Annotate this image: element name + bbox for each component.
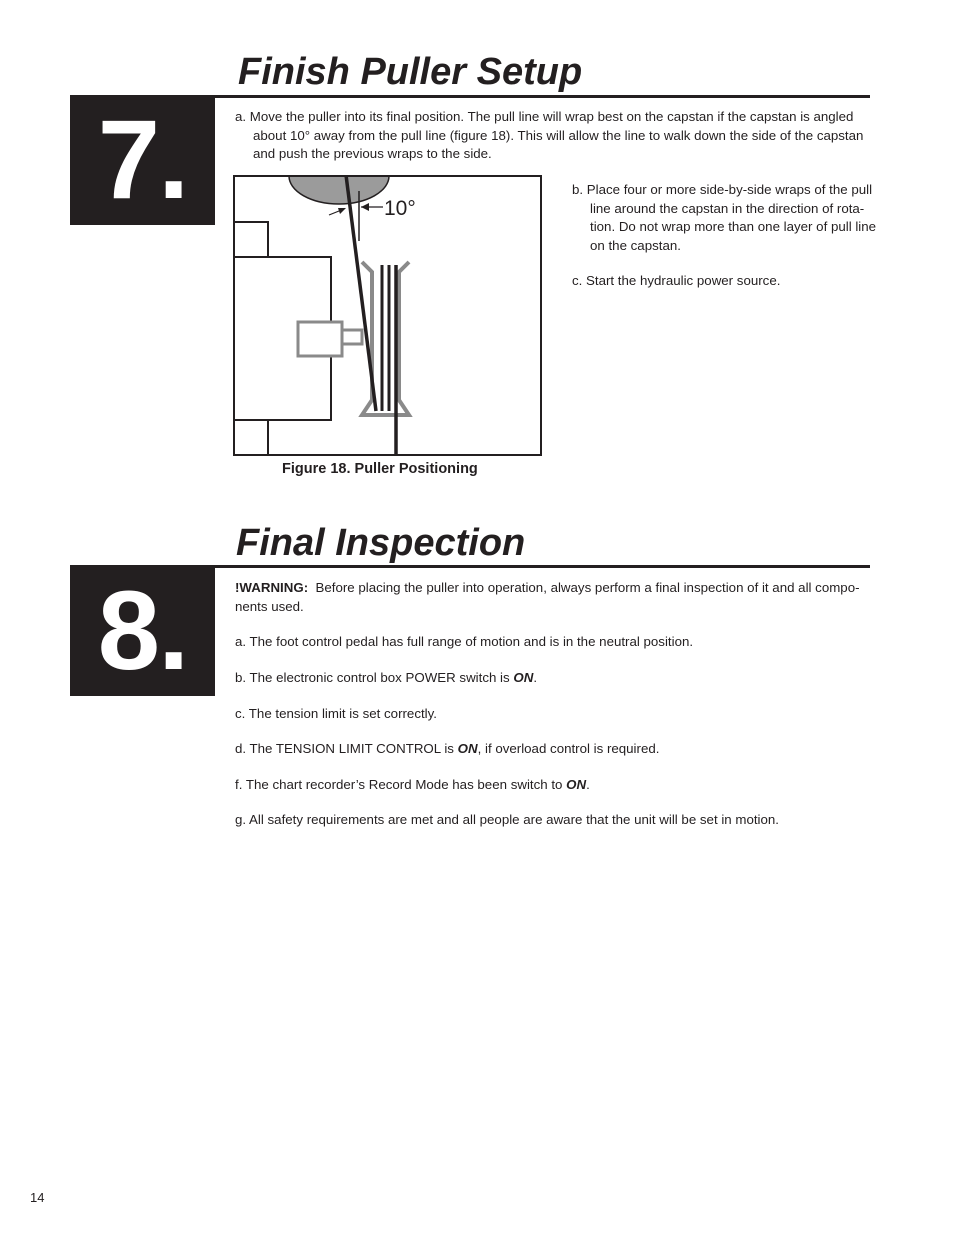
section-rule [215, 95, 870, 98]
step-number-8: 8. [70, 565, 215, 696]
capstan-drum-shape [289, 176, 389, 204]
inspection-item-c: c. The tension limit is set correctly. [235, 706, 437, 721]
item-d-text: d. The TENSION LIMIT CONTROL is [235, 741, 458, 756]
item-d-end: , if overload control is required. [477, 741, 660, 756]
puller-block-top [234, 222, 268, 257]
hub-shape [298, 322, 342, 356]
angle-label: 10° [384, 197, 416, 220]
item-b-on: ON [513, 670, 534, 685]
section-title-final-inspection: Final Inspection [236, 522, 526, 564]
item-f-on: ON [566, 777, 587, 792]
step-c-text: c. Start the hydraulic power source. [572, 273, 781, 288]
puller-block-bottom [234, 420, 268, 455]
inspection-item-a: a. The foot control pedal has full range of motion and is in the neutral position. [235, 634, 694, 649]
item-b-end: . [533, 670, 538, 685]
page-number: 14 [30, 1190, 45, 1205]
inspection-item-b [235, 669, 865, 688]
inspection-item-d [235, 740, 865, 759]
warning-label: !WARNING: [235, 580, 309, 595]
shaft-shape [342, 330, 362, 344]
warning-text: Before placing the puller into operation, always perform a final inspection of it and all compo-nents used. [235, 580, 860, 614]
figure-caption: Figure 18. Puller Positioning [282, 461, 478, 477]
warning-paragraph [235, 579, 865, 616]
capstan-outline [362, 262, 409, 415]
inspection-item-f [235, 776, 865, 795]
inspection-item-g: g. All safety requirements are met and all people are aware that the unit will be set in motion. [235, 812, 779, 827]
section-title-finish-puller-setup: Finish Puller Setup [238, 51, 583, 93]
puller-positioning-figure [233, 175, 543, 458]
step-b-text: b. Place four or more side-by-side wraps of the pull line around the capstan in the direction of rota-tion. Do not wrap more than one layer of pull line on the capstan. [572, 182, 877, 253]
item-b-text: b. The electronic control box POWER switch is [235, 670, 514, 685]
item-d-on: ON [457, 741, 478, 756]
section-rule [215, 565, 870, 568]
step-number-7: 7. [70, 95, 215, 225]
item-f-end: . [586, 777, 590, 792]
item-f-text: f. The chart recorder’s Record Mode has been switch to [235, 777, 567, 792]
step-a-text: a. Move the puller into its final position. The pull line will wrap best on the capstan if the capstan is angled about 10° away from the pull line (figure 18). This will allow the line to walk down the side of the capstan and push the previous wraps to the side. [235, 109, 864, 161]
